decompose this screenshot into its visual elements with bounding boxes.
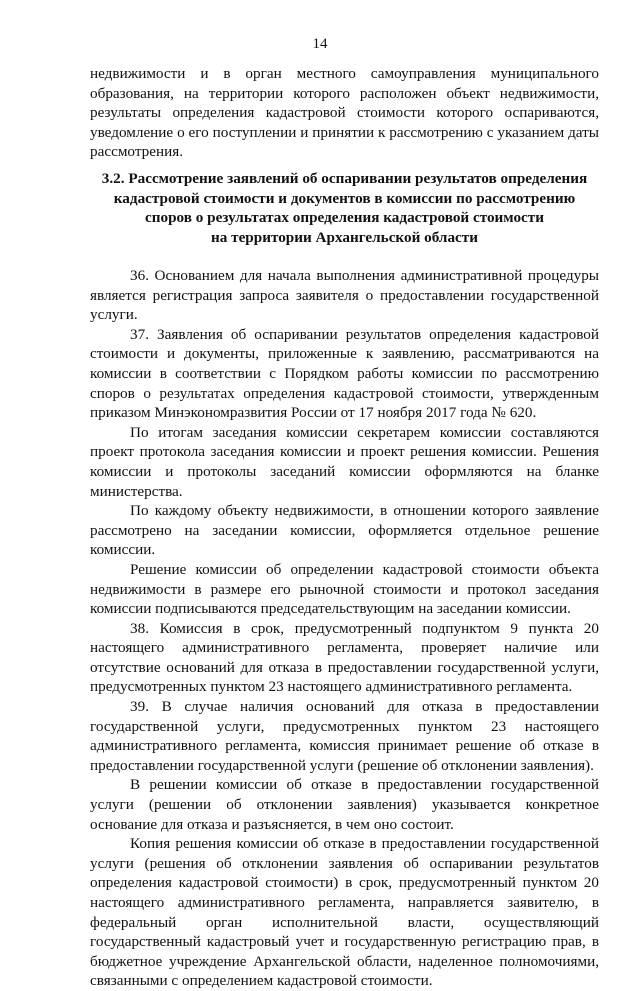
- intro-block: [90, 64, 599, 162]
- section-heading-line-2: кадастровой стоимости и документов в комиссии по рассмотрению: [113, 189, 576, 207]
- section-heading-line-3: споров о результатах определения кадастровой стоимости: [144, 209, 545, 227]
- section-heading: [90, 169, 599, 247]
- section-heading-line-1: 3.2. Рассмотрение заявлений об оспаривании результатов определения: [101, 170, 588, 187]
- paragraph-37: 37. Заявления об оспаривании результатов определения кадастровой стоимости и документы, приложенные к заявлению, рассматриваются на комиссии в соответствии с Порядком работы комиссии по рассмотрению споров о результатах определения кадастровой стоимости, утвержденным приказом Минэкономразвития России от 17 ноября 2017 года № 620.: [90, 325, 599, 422]
- body-text: [90, 266, 599, 991]
- paragraph-protocol: По итогам заседания комиссии секретарем комиссии составляются проект протокола заседания комиссии и проект решения комиссии. Решения комиссии и протоколы заседаний комиссии оформляются на бланке министерства.: [90, 423, 599, 500]
- paragraph-39: 39. В случае наличия оснований для отказа в предоставлении государственной услуги, предусмотренных пунктом 23 настоящего административного регламента, комиссия принимает решение об отказе в предоставлении государственной услуги (решение об отклонении заявления).: [90, 698, 599, 774]
- paragraph-refusal-grounds: В решении комиссии об отказе в предоставлении государственной услуги (решении об отклонении заявления) указывается конкретное основание для отказа и разъясняется, в чем оно состоит.: [90, 776, 599, 833]
- paragraph-refusal-copy: Копия решения комиссии об отказе в предоставлении государственной услуги (решения об отклонении заявления об оспаривании результатов определения кадастровой стоимости) в срок, предусмотренный пунктом 20 настоящего административного регламента, направляется заявителю, в федеральный орган исполнительной власти, осуществляющий государственный кадастровый учет и государственную регистрацию прав, в бюджетное учреждение Архангельской области, наделенное полномочиями, связанными с определением кадастровой стоимости.: [90, 835, 599, 990]
- section-heading-line-4: на территории Архангельской области: [210, 228, 479, 246]
- paragraph-36: 36. Основанием для начала выполнения административной процедуры является регистрация запроса заявителя о предоставлении государственной услуги.: [90, 267, 599, 324]
- page-number: 14: [312, 36, 328, 52]
- paragraph-38: 38. Комиссия в срок, предусмотренный подпунктом 9 пункта 20 настоящего административного регламента, проверяет наличие или отсутствие оснований для отказа в предоставлении государственной услуги, предусмотренных пунктом 23 настоящего административного регламента.: [90, 619, 599, 696]
- paragraph-each-object: По каждому объекту недвижимости, в отношении которого заявление рассмотрено на заседании комиссии, оформляется отдельное решение комиссии.: [90, 502, 599, 559]
- paragraph-decision-signing: Решение комиссии об определении кадастровой стоимости объекта недвижимости в размере его рыночной стоимости и протокол заседания комиссии подписываются председательствующим на заседании комиссии.: [90, 560, 599, 618]
- intro-paragraph: недвижимости и в орган местного самоуправления муниципального образования, на территории которого расположен объект недвижимости, результаты определения кадастровой стоимости которого оспариваются, уведомление о его поступлении и принятии к рассмотрению с указанием даты рассмотрения.: [90, 65, 599, 161]
